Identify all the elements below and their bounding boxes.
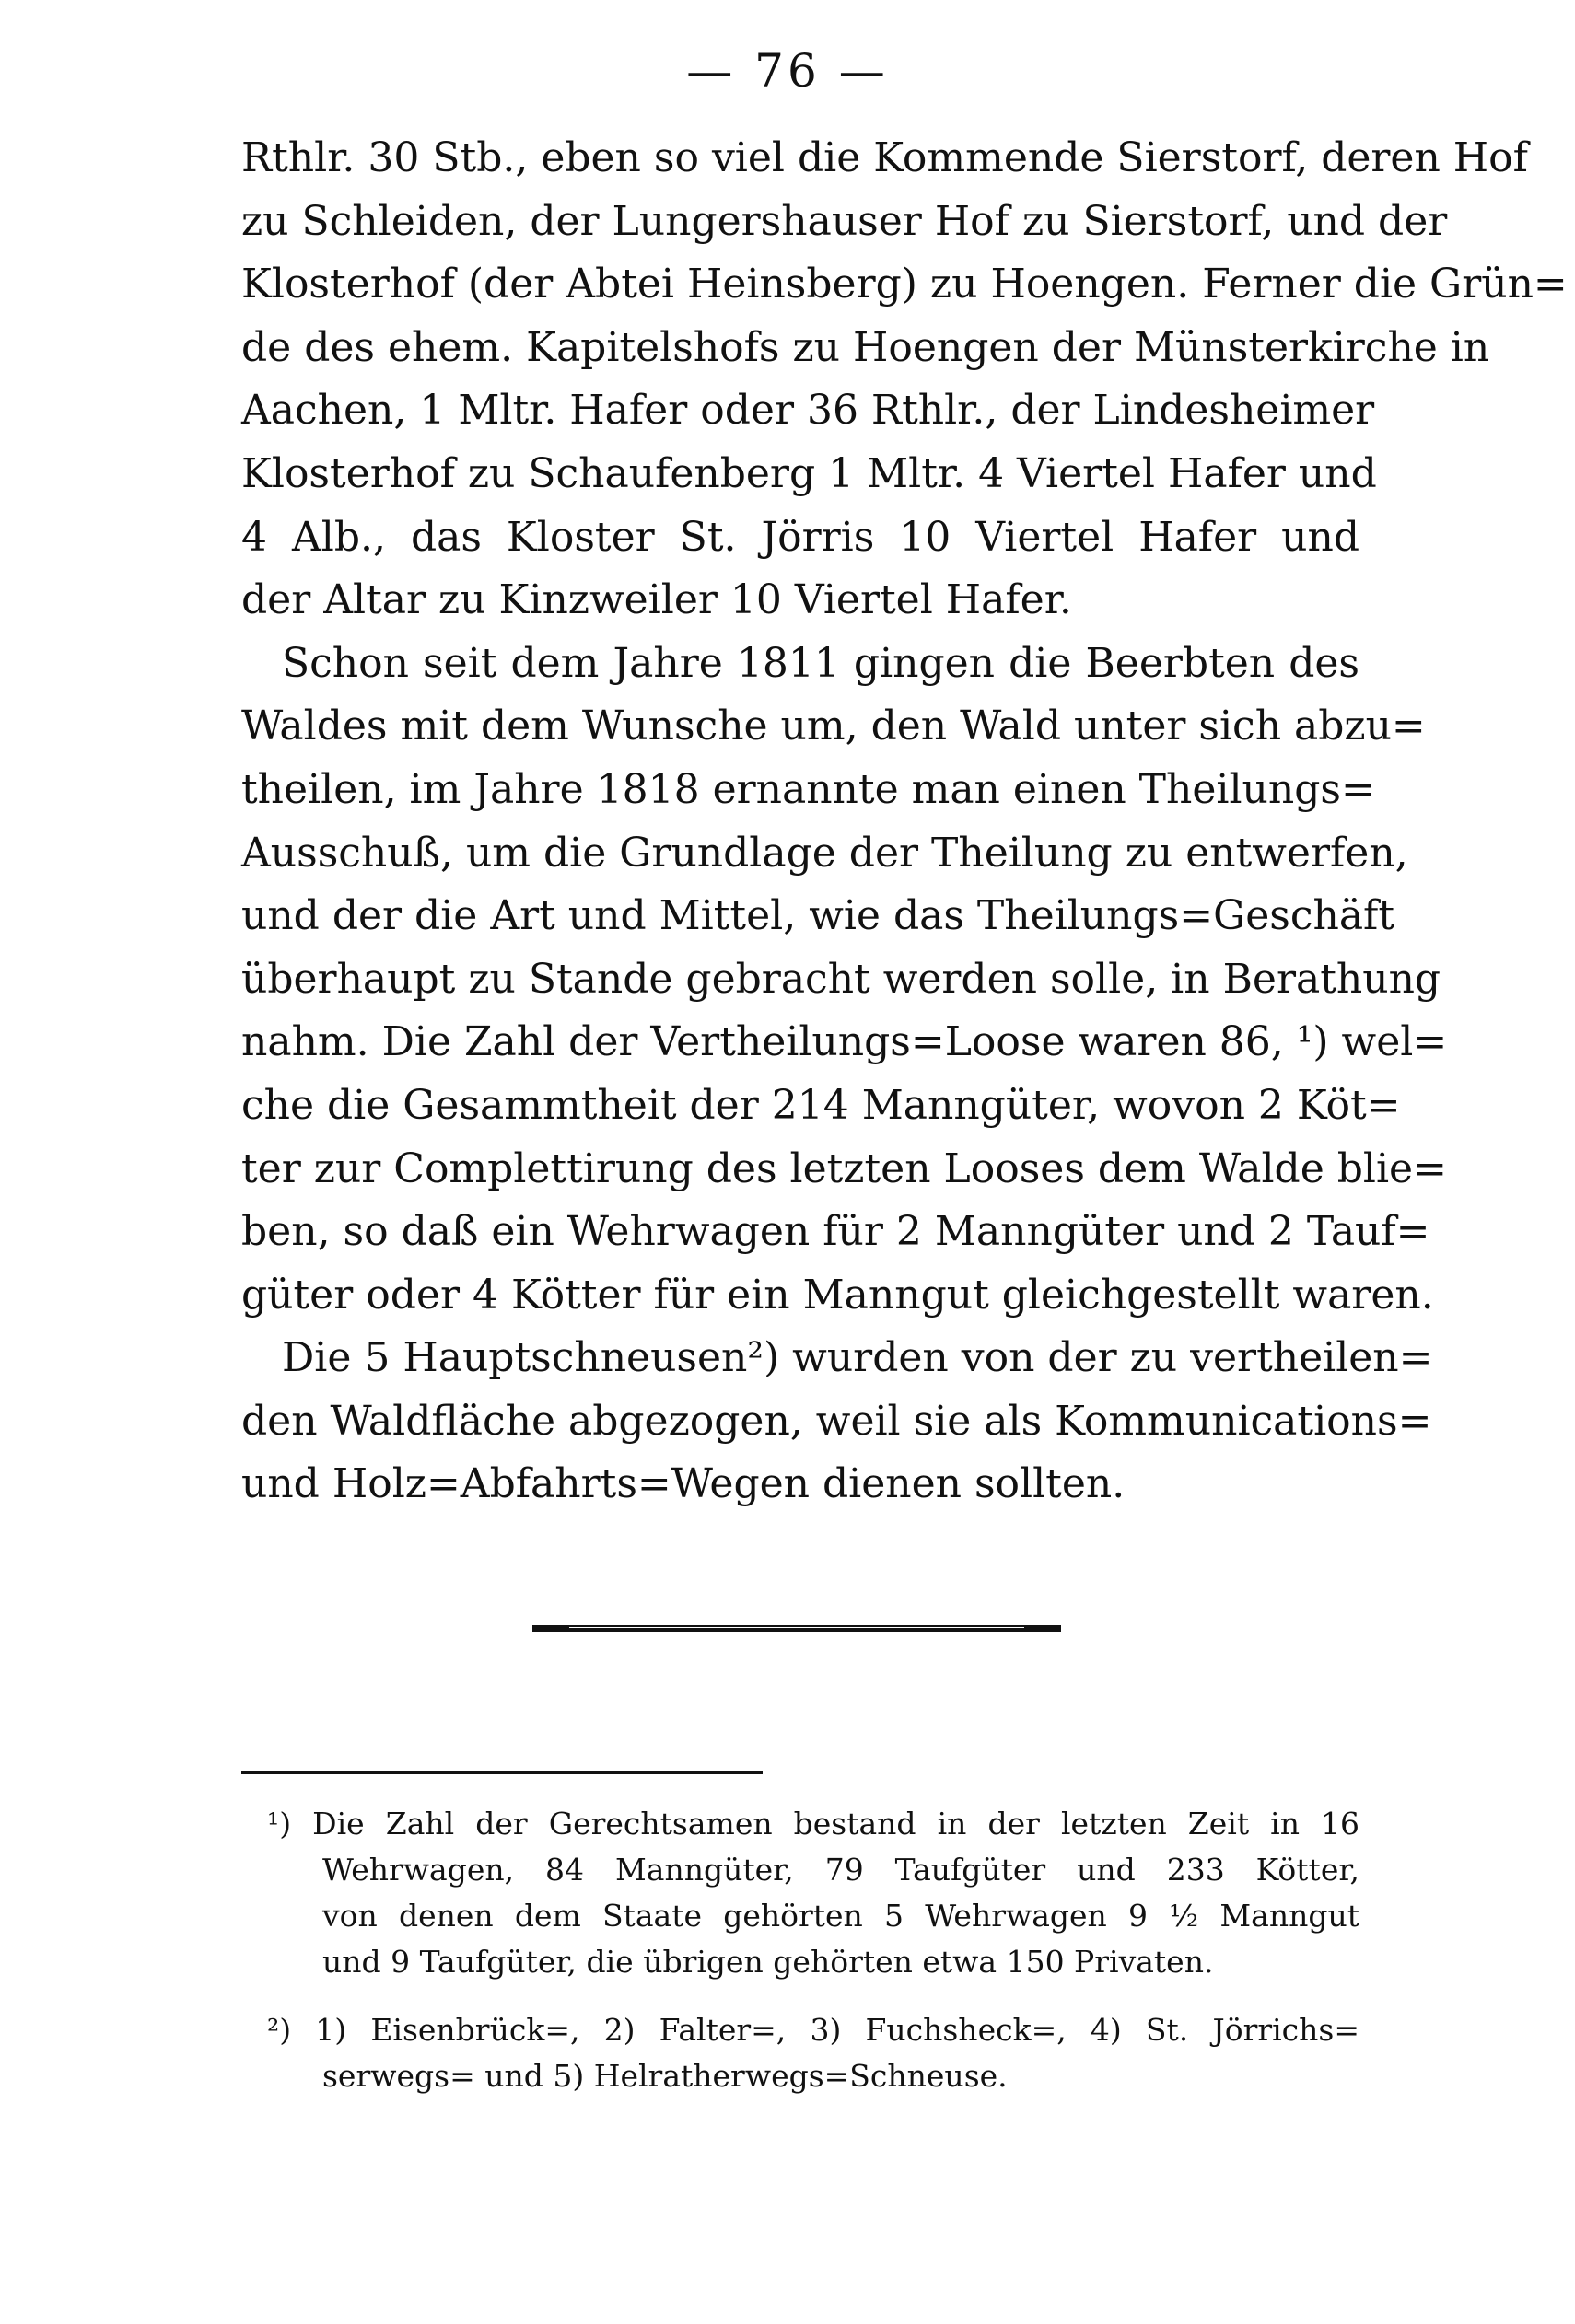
footnote-1-line: Wehrwagen, 84 Manngüter, 79 Taufgüter und 233 Kötter, <box>322 1852 1359 1888</box>
footnote-1-line: von denen dem Staate gehörten 5 Wehrwagen 9 ½ Manngut <box>322 1898 1359 1934</box>
footnote-1-line: ¹) Die Zahl der Gerechtsamen bestand in der letzten Zeit in 16 <box>267 1806 1359 1842</box>
text-line: Waldes mit dem Wunsche um, den Wald unter sich abzu= <box>241 703 1426 750</box>
text-line: güter oder 4 Kötter für ein Manngut gleichgestellt waren. <box>241 1271 1434 1319</box>
text-line: nahm. Die Zahl der Vertheilungs=Loose waren 86, ¹) wel= <box>241 1018 1448 1066</box>
text-line: de des ehem. Kapitelshofs zu Hoengen der Münsterkirche in <box>241 323 1490 371</box>
text-line: theilen, im Jahre 1818 ernannte man einen Theilungs= <box>241 765 1375 813</box>
footnote-gap <box>267 1985 1359 2007</box>
footnote-2-line: serwegs= und 5) Helratherwegs=Schneuse. <box>322 2058 1008 2094</box>
text-line: ben, so daß ein Wehrwagen für 2 Manngüter und 2 Tauf= <box>241 1208 1430 1256</box>
paragraph-start: Die 5 Hauptschneusen²) wurden von der zu vertheilen= <box>282 1334 1433 1382</box>
footnotes <box>267 1801 1359 2099</box>
text-line: Klosterhof (der Abtei Heinsberg) zu Hoengen. Ferner die Grün= <box>241 261 1568 308</box>
footnote-separator <box>241 1771 763 1774</box>
text-line: zu Schleiden, der Lungershauser Hof zu Sierstorf, und der <box>241 197 1448 245</box>
text-line: Klosterhof zu Schaufenberg 1 Mltr. 4 Viertel Hafer und <box>241 449 1377 497</box>
text-line: ter zur Complettirung des letzten Looses dem Walde blie= <box>241 1145 1447 1192</box>
text-line: Rthlr. 30 Stb., eben so viel die Kommende Sierstorf, deren Hof <box>241 134 1528 181</box>
page-number: — 76 — <box>686 44 889 98</box>
footnote-1-line: und 9 Taufgüter, die übrigen gehörten etwa 150 Privaten. <box>322 1944 1214 1980</box>
text-line: überhaupt zu Stande gebracht werden solle, in Berathung <box>241 955 1441 1003</box>
text-line: der Altar zu Kinzweiler 10 Viertel Hafer. <box>241 576 1072 624</box>
main-text <box>241 127 1568 1516</box>
text-line: den Waldfläche abgezogen, weil sie als Kommunications= <box>241 1397 1432 1445</box>
text-line: Ausschuß, um die Grundlage der Theilung zu entwerfen, <box>241 829 1408 877</box>
text-line: und der die Art und Mittel, wie das Theilungs=Geschäft <box>241 892 1395 940</box>
text-line: Aachen, 1 Mltr. Hafer oder 36 Rthlr., der Lindesheimer <box>241 387 1375 435</box>
text-line: 4 Alb., das Kloster St. Jörris 10 Viertel Hafer und <box>241 513 1359 561</box>
footnote-2-line: ²) 1) Eisenbrück=, 2) Falter=, 3) Fuchsheck=, 4) St. Jörrichs= <box>267 2012 1359 2048</box>
paragraph-start: Schon seit dem Jahre 1811 gingen die Beerbten des <box>282 639 1359 687</box>
section-divider <box>532 1625 1061 1632</box>
text-line: che die Gesammtheit der 214 Manngüter, wovon 2 Köt= <box>241 1081 1401 1129</box>
text-line: und Holz=Abfahrts=Wegen dienen sollten. <box>241 1460 1126 1508</box>
